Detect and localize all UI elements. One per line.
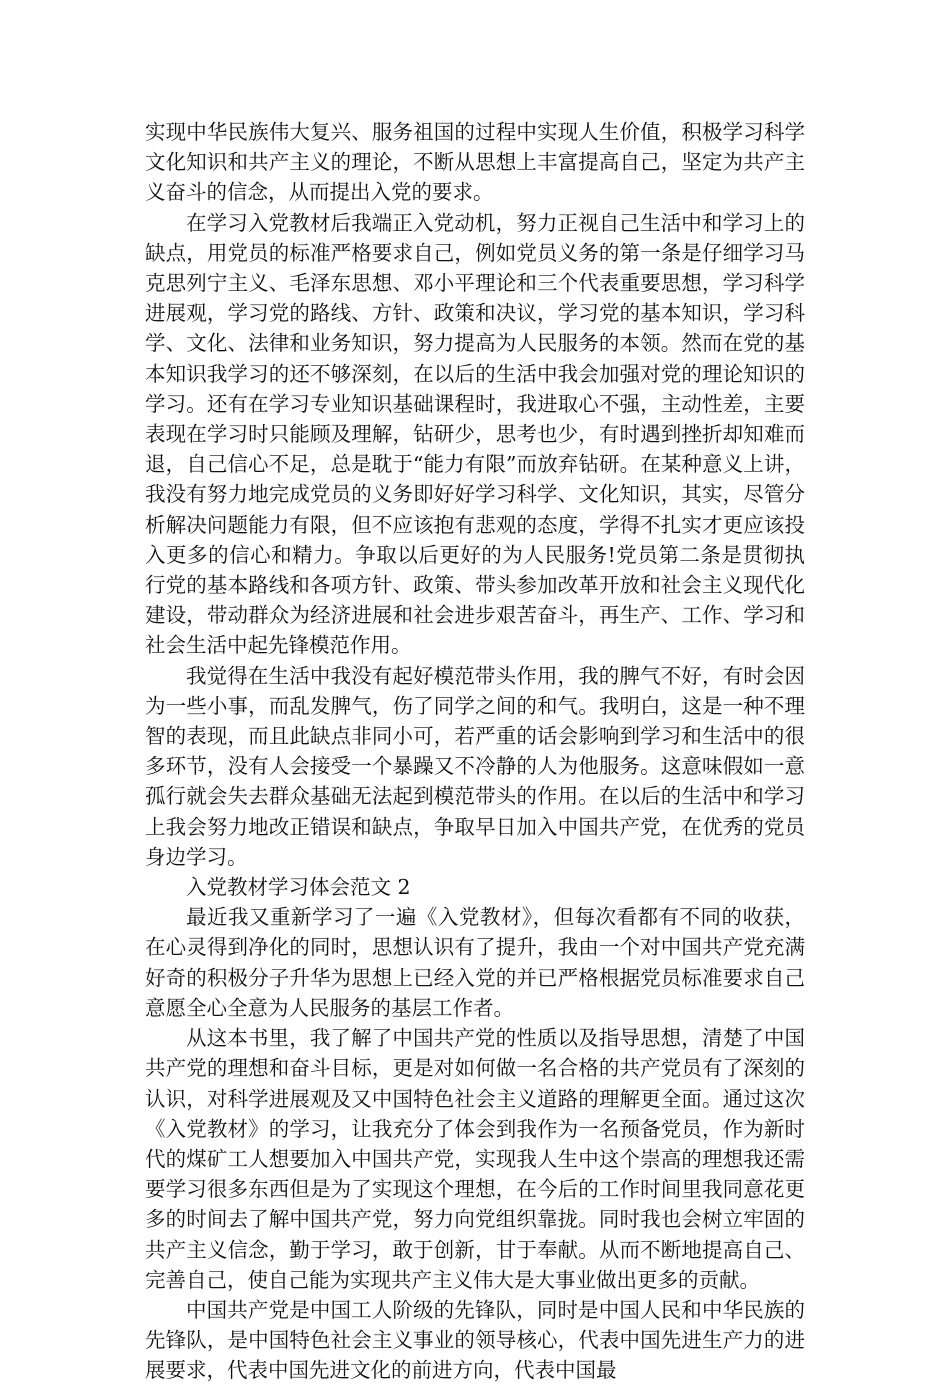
document-page xyxy=(145,117,805,1386)
paragraph-1: 实现中华民族伟大复兴、服务祖国的过程中实现人生价值，积极学习科学文化知识和共产主义的理论，不断从思想上丰富提高自己，坚定为共产主义奋斗的信念，从而提出入党的要求。 xyxy=(145,120,805,205)
paragraph-4: 最近我又重新学习了一遍《入党教材》，但每次看都有不同的收获，在心灵得到净化的同时，思想认识有了提升，我由一个对中国共产党充满好奇的积极分子升华为思想上已经入党的并已严格根据党员标准要求自己意愿全心全意为人民服务的基层工作者。 xyxy=(145,905,805,1020)
paragraph-3: 我觉得在生活中我没有起好模范带头作用，我的脾气不好，有时会因为一些小事，而乱发脾气，伤了同学之间的和气。我明白，这是一种不理智的表现，而且此缺点非同小可，若严重的话会影响到学习和生活中的很多环节，没有人会接受一个暴躁又不冷静的人为他服务。这意味假如一意孤行就会失去群众基础无法起到模范带头的作用。在以后的生活中和学习上我会努力地改正错误和缺点，争取早日加入中国共产党，在优秀的党员身边学习。 xyxy=(145,663,805,869)
section-heading: 入党教材学习体会范文 2 xyxy=(186,875,411,900)
paragraph-5: 从这本书里，我了解了中国共产党的性质以及指导思想，清楚了中国共产党的理想和奋斗目标，更是对如何做一名合格的共产党员有了深刻的认识，对科学进展观及又中国特色社会主义道路的理解更全面。通过这次《入党教材》的学习，让我充分了体会到我作为一名预备党员，作为新时代的煤矿工人想要加入中国共产党，实现我人生中这个崇高的理想我还需要学习很多东西但是为了实现这个理想，在今后的工作时间里我同意花更多的时间去了解中国共产党，努力向党组织靠拢。同时我也会树立牢固的共产主义信念，勤于学习，敢于创新，甘于奉献。从而不断地提高自己、完善自己，使自己能为实现共产主义伟大是大事业做出更多的贡献。 xyxy=(145,1026,805,1292)
paragraph-2: 在学习入党教材后我端正入党动机，努力正视自己生活中和学习上的缺点，用党员的标准严格要求自己，例如党员义务的第一条是仔细学习马克思列宁主义、毛泽东思想、邓小平理论和三个代表重要思想，学习科学进展观，学习党的路线、方针、政策和决议，学习党的基本知识，学习科学、文化、法律和业务知识，努力提高为人民服务的本领。然而在党的基本知识我学习的还不够深刻，在以后的生活中我会加强对党的理论知识的学习。还有在学习专业知识基础课程时，我进取心不强，主动性差，主要表现在学习时只能顾及理解，钻研少，思考也少，有时遇到挫折却知难而退，自己信心不足，总是耽于“能力有限”而放弃钻研。在某种意义上讲，我没有努力地完成党员的义务即好好学习科学、文化知识，其实，尽管分析解决问题能力有限，但不应该抱有悲观的态度，学得不扎实才更应该投入更多的信心和精力。争取以后更好的为人民服务!党员第二条是贯彻执行党的基本路线和各项方针、政策、带头参加改革开放和社会主义现代化建设，带动群众为经济进展和社会进步艰苦奋斗，再生产、工作、学习和社会生活中起先锋模范作用。 xyxy=(145,210,805,658)
paragraph-6: 中国共产党是中国工人阶级的先锋队，同时是中国人民和中华民族的先锋队，是中国特色社会主义事业的领导核心，代表中国先进生产力的进展要求，代表中国先进文化的前进方向，代表中国最 xyxy=(145,1297,805,1383)
